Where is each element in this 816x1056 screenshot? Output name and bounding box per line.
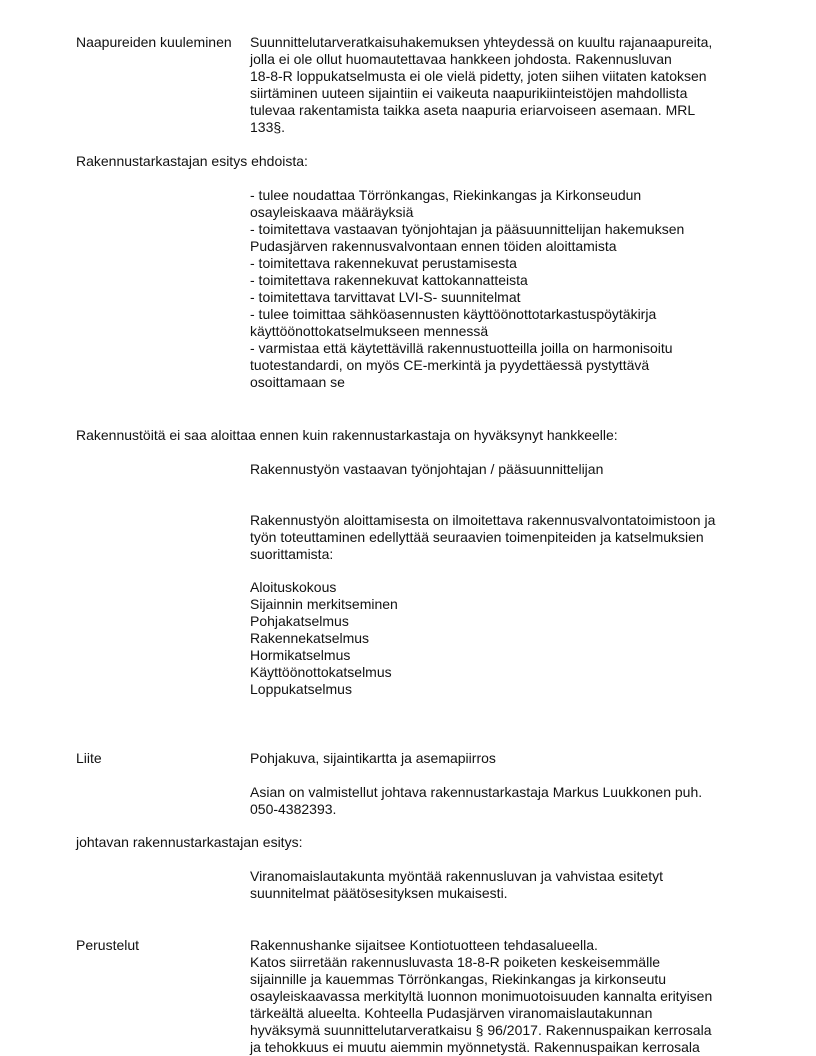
text-line: Pohjakuva, sijaintikartta ja asemapiirros [250, 750, 496, 766]
text-line: Katos siirretään rakennusluvasta 18-8-R poiketen keskeisemmälle [250, 954, 661, 970]
list-item: käyttöönottokatselmukseen mennessä [250, 323, 489, 339]
text-line: Suunnittelutarveratkaisuhakemuksen yhteydessä on kuultu rajanaapureita, [250, 34, 713, 50]
text-line: Rakennustyön aloittamisesta on ilmoitettava rakennusvalvontatoimistoon ja [250, 512, 716, 528]
aloitus-heading: Rakennustöitä ei saa aloittaa ennen kuin rakennustarkastaja on hyväksynyt hankkeelle: [76, 427, 618, 443]
list-item: Rakennekatselmus [250, 630, 370, 646]
list-item: - toimitettava tarvittavat LVI-S- suunnitelmat [250, 289, 521, 305]
tyonjohtaja-text [250, 461, 750, 478]
text-line: Viranomaislautakunta myöntää rakennusluvan ja vahvistaa esitetyt [250, 868, 663, 884]
esitys-heading: johtavan rakennustarkastajan esitys: [76, 834, 303, 850]
list-item: - toimitettava rakennekuvat kattokannatteista [250, 272, 528, 288]
ehdot-list [250, 187, 750, 391]
list-item: osayleiskaava määräyksiä [250, 204, 414, 220]
liite-label: Liite [76, 750, 102, 766]
text-line: Rakennushanke sijaitsee Kontiotuotteen tehdasalueella. [250, 937, 598, 953]
text-line: työn toteuttaminen edellyttää seuraavien toimenpiteiden ja katselmuksien [250, 529, 704, 545]
text-line: suunnitelmat päätösesityksen mukaisesti. [250, 885, 508, 901]
text-line: ja tehokkuus ei muutu aiemmin myönnetystä. Rakennuspaikan kerrosala [250, 1039, 700, 1055]
list-item: Loppukatselmus [250, 681, 352, 697]
text-line: Rakennustyön vastaavan työnjohtajan / pääsuunnittelijan [250, 461, 604, 477]
text-line: siirtäminen uuteen sijaintiin ei vaikeuta naapurikiinteistöjen mahdollista [250, 85, 688, 101]
list-item: - tulee noudattaa Törrönkangas, Riekinkangas ja Kirkonseudun [250, 187, 642, 203]
text-line: osayleiskaavassa merkityltä luonnon monimuotoisuuden kannalta erityisen [250, 988, 713, 1004]
ehdot-heading: Rakennustarkastajan esitys ehdoista: [76, 153, 308, 169]
text-line: 18-8-R loppukatselmusta ei ole vielä pidetty, joten siihen viitaten katoksen [250, 68, 707, 84]
katselmukset-list [250, 579, 750, 698]
liite-text [250, 750, 750, 767]
ilmoitus-text [250, 512, 750, 563]
text-line: jolla ei ole ollut huomautettavaa hankkeen johdosta. Rakennusluvan [250, 51, 672, 67]
naapurit-label: Naapureiden kuuleminen [76, 34, 232, 50]
perustelut-text [250, 937, 750, 1056]
list-item: osoittamaan se [250, 374, 345, 390]
list-item: tuotestandardi, on myös CE-merkintä ja pyydettäessä pystyttävä [250, 357, 650, 373]
text-line: suorittamista: [250, 546, 334, 562]
text-line: 050-4382393. [250, 801, 337, 817]
list-item: Pudasjärven rakennusvalvontaan ennen töiden aloittamista [250, 238, 617, 254]
perustelut-label: Perustelut [76, 937, 140, 953]
naapurit-text [250, 34, 750, 136]
text-line: tulevaa rakentamista taikka aseta naapuria eriarvoiseen asemaan. MRL [250, 102, 696, 118]
text-line: sijainnille ja kauemmas Törrönkangas, Riekinkangas ja kirkonseutu [250, 971, 667, 987]
list-item: Sijainnin merkitseminen [250, 596, 398, 612]
text-line: Asian on valmistellut johtava rakennustarkastaja Markus Luukkonen puh. [250, 784, 703, 800]
text-line: tärkeältä alueelta. Kohteella Pudasjärven viranomaislautakunnan [250, 1005, 653, 1021]
text-line: 133§. [250, 119, 286, 135]
text-line: hyväksymä suunnittelutarveratkaisu § 96/2017. Rakennuspaikan kerrosala [250, 1022, 712, 1038]
esitys-text [250, 868, 750, 902]
list-item: - toimitettava vastaavan työnjohtajan ja pääsuunnittelijan hakemuksen [250, 221, 685, 237]
list-item: - toimitettava rakennekuvat perustamisesta [250, 255, 517, 271]
list-item: Pohjakatselmus [250, 613, 349, 629]
valmistelija-text [250, 784, 750, 818]
list-item: - varmistaa että käytettävillä rakennustuotteilla joilla on harmonisoitu [250, 340, 673, 356]
list-item: Käyttöönottokatselmus [250, 664, 392, 680]
list-item: Hormikatselmus [250, 647, 351, 663]
list-item: Aloituskokous [250, 579, 337, 595]
list-item: - tulee toimittaa sähköasennusten käyttöönottotarkastuspöytäkirja [250, 306, 657, 322]
